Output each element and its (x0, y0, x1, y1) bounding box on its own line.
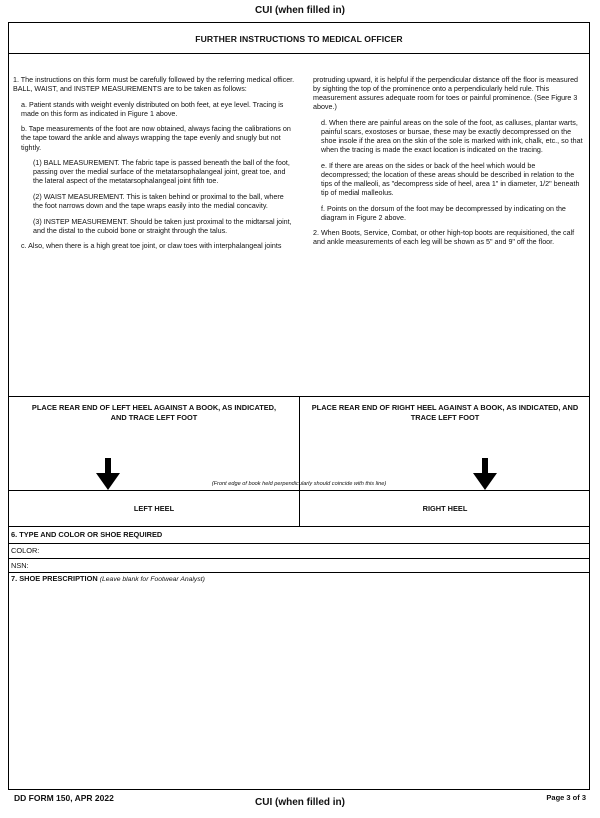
instruction-paragraph: e. If there are areas on the sides or back of the heel which would be decompressed; the location of these areas should be described in relation to the tips of the malleoli, as "decompress side of heel, area 1" in diameter, 1/2" beneath tip of medial malleolus. (321, 161, 580, 198)
instruction-paragraph: f. Points on the dorsum of the foot may be decompressed by indicating on the diagram in Figure 2 above. (321, 204, 566, 222)
right-heel-label: RIGHT HEEL (422, 504, 468, 513)
form-frame (8, 22, 590, 790)
section-7-title (11, 574, 205, 583)
nsn-field[interactable] (49, 561, 579, 571)
instruction-paragraph: 1. The instructions on this form must be carefully followed by the referring medical officer. BALL, WAIST, and INSTEP MEASUREMENTS are to be taken as follows: (13, 76, 295, 94)
instruction-paragraph: (1) BALL MEASUREMENT. The fabric tape is passed beneath the ball of the foot, passing over the medial surface of the metatarsophalangeal joint, great toe, and the lateral aspect of the metatarsophalangeal joint fifth toe. (33, 159, 290, 186)
section-6-title: 6. TYPE AND COLOR OR SHOE REQUIRED (11, 530, 163, 539)
instruction-paragraph: protruding upward, it is helpful if the perpendicular distance off the floor is measured by sighting the top of the prominence onto a perpendicularly held rule. This measurement assures adequate room for toes or painful prominence. (See Figure 3 above.) (313, 76, 579, 112)
book-edge-line (9, 490, 589, 491)
instruction-paragraph: b. Tape measurements of the foot are now obtained, always facing the calibrations on the tape toward the ankle and always wrapping the tape evenly and snugly but not tightly. (21, 125, 291, 152)
nsn-field-label: NSN: (11, 561, 29, 570)
instruction-paragraph: 2. When Boots, Service, Combat, or other high-top boots are requisitioned, the calf and ankle measurements of each leg will be shown as 5" and 9" off the floor. (313, 229, 575, 247)
instructions-left-column (13, 76, 295, 258)
left-heel-instruction: PLACE REAR END OF LEFT HEEL AGAINST A BOOK, AS INDICATED, AND TRACE LEFT FOOT (31, 403, 277, 422)
divider (9, 572, 589, 573)
section-7-title-text: 7. SHOE PRESCRIPTION (11, 574, 98, 583)
divider (9, 53, 589, 54)
instruction-paragraph: a. Patient stands with weight evenly distributed on both feet, at eye level. Tracing is made on this form as indicated in Figure 1 above. (21, 100, 284, 118)
divider (9, 558, 589, 559)
form-heading: FURTHER INSTRUCTIONS TO MEDICAL OFFICER (195, 34, 403, 44)
instruction-paragraph: (3) INSTEP MEASUREMENT. Should be taken just proximal to the midtarsal joint, and the distal to the cuboid bone or straight through the talus. (33, 217, 292, 235)
instruction-paragraph: d. When there are painful areas on the sole of the foot, as calluses, plantar warts, painful scars, exostoses or bursae, these may be exactly decompressed on the shoe insole if the area on the skin of the sole is marked with ink, chalk, etc., so that when the tracing is made the exact location is indicated on the tracing. (321, 118, 583, 155)
color-field-label: COLOR: (11, 546, 40, 555)
form-number: DD FORM 150, APR 2022 (14, 793, 114, 803)
left-heel-label: LEFT HEEL (133, 504, 175, 513)
cui-marking-bottom: CUI (when filled in) (255, 797, 345, 808)
divider (9, 543, 589, 544)
instruction-paragraph: (2) WAIST MEASUREMENT. This is taken behind or proximal to the ball, where the foot narrows down and the tape wraps easily into the medial concavity. (33, 192, 284, 211)
right-heel-instruction: PLACE REAR END OF RIGHT HEEL AGAINST A BOOK, AS INDICATED, AND TRACE LEFT FOOT (311, 403, 579, 422)
section-7-note: (Leave blank for Footwear Analyst) (99, 576, 205, 583)
cui-marking-top: CUI (when filled in) (255, 5, 345, 16)
color-field[interactable] (49, 546, 579, 556)
instruction-paragraph: c. Also, when there is a high great toe joint, or claw toes with interphalangeal joints (21, 242, 282, 251)
book-edge-note: (Front edge of book held perpendicularly should coincide with this line) (211, 481, 387, 487)
shoe-prescription-field[interactable] (11, 588, 587, 786)
page-number: Page 3 of 3 (546, 793, 586, 802)
divider (9, 526, 589, 527)
instructions-right-column (313, 76, 585, 254)
